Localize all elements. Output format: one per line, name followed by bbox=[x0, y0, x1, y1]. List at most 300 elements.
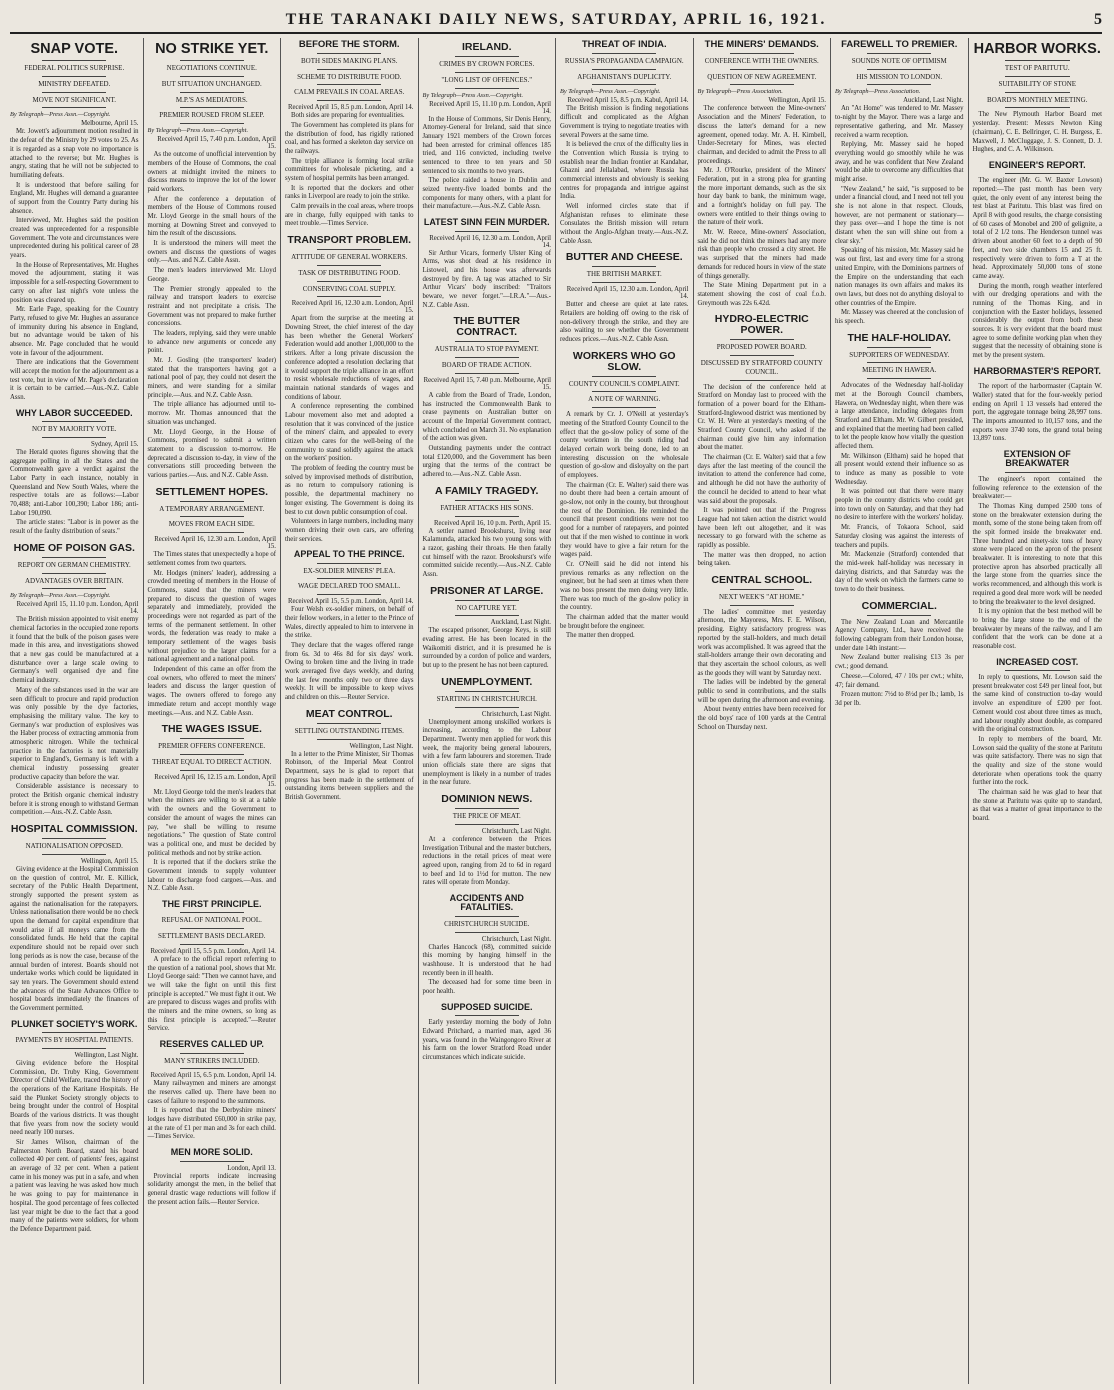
article bbox=[10, 1020, 139, 1235]
article-paragraph: In reply to members of the board, Mr. Lowson said the quality of the stone at Paritutu was quite satisfactory. There was no sign that the quality and size of the stone would deteriorate when operations took the quarry further into the rock. bbox=[972, 735, 1102, 787]
article-subhead: CRIMES BY CROWN FORCES. bbox=[439, 60, 535, 69]
article-paragraph: The article states: "Labor is in power as the result of the faulty distribution of seats." bbox=[10, 519, 139, 536]
headline-rule bbox=[455, 56, 519, 57]
article-paragraph: The chairman (Cr. E. Walter) said there was no doubt there had been a certain amount of go-slow, not only in the county, but throughout the rest of the Dominion. He reminded the council that present conditions were not too good for a number of ratepayers, and pointed out that if the men wished to continue in work they would have to give a fair return for the wages paid. bbox=[560, 481, 689, 559]
article bbox=[973, 658, 1103, 824]
article-paragraph: It is my opinion that the best method will be to bring the large stone to the end of the breakwater by means of the railway, and I am confident that the work can be done at a reasonable cost. bbox=[972, 608, 1102, 650]
article-paragraph: Independent of this came an offer from the coal owners, who offered to meet the miners' leaders and discuss the larger question of wages. The owners offered to forego any immediate return and accept monthly wage meetings.—Aus. and N.Z. Cable Assn. bbox=[147, 666, 276, 717]
headline-rule bbox=[180, 76, 244, 77]
article bbox=[698, 575, 827, 732]
news-column bbox=[419, 38, 557, 1384]
article-paragraph: The Thomas King dumped 2500 tons of stone on the breakwater extension during the month, some of the stone being taken from off the spit formed inside the breakwater end. Three hundred and ninety-six tons of heavy stone were placed on the apron of the present breakwater. It is interesting to note that this protective apron has absorbed practically all the large stone from the quarries since the works recommenced, and although this work is required a good deal more work will be needed to bring the breakwater to the level designed. bbox=[972, 502, 1102, 606]
article-paragraph: Many of the substances used in the war are seen difficult to procure and rapid production was only possible by the dye factories, emphasising the military value. The key to Germany's war production of explosives was the Haber process of extracting ammonia from atmospheric nitrogen. While the technical practice in the factories is not materially superior to England's, Germany is left with a chemical industry possessing greater productive capacity than before the war. bbox=[10, 686, 139, 781]
headline-rule bbox=[592, 282, 656, 283]
headline-rule bbox=[42, 838, 106, 839]
article-subhead: HIS MISSION TO LONDON. bbox=[856, 72, 943, 81]
article-paragraph: Both sides are preparing for eventualities. bbox=[291, 112, 405, 120]
article-paragraph: The Government has completed its plans for the distribution of food, has rigidly rationed coal, and has formed a skeleton day service on the railways. bbox=[285, 121, 414, 155]
article-subhead: COUNTY COUNCIL'S COMPLAINT. bbox=[568, 379, 680, 388]
headline-rule bbox=[455, 516, 519, 517]
article-subhead: EX-SOLDIER MINERS' PLEA. bbox=[303, 566, 396, 575]
headline-rule bbox=[42, 1048, 106, 1049]
article-paragraph: Mr. Lloyd George, in the House of Commons, promised to submit a written statement to a discussion to-morrow. He deprecated a discussion to-day, in view of the conversations still proceeding between the various parties.—Aus. and N.Z. Cable Assn. bbox=[147, 428, 276, 479]
article bbox=[148, 42, 277, 481]
article bbox=[973, 367, 1103, 444]
headline-rule bbox=[42, 76, 106, 77]
article bbox=[148, 487, 277, 719]
headline-rule bbox=[317, 739, 381, 740]
article-subhead: NOT BY MAJORITY VOTE. bbox=[32, 425, 117, 434]
article-paragraph: "New Zealand," he said, "is supposed to be under a financial cloud, and I need not tell you she is not alone in that respect. Clouds, however, are not permanent or stationary—they pass over—and I hope the time is not distant when the sun will shine out from a clear sky." bbox=[835, 185, 964, 245]
article bbox=[973, 42, 1103, 155]
article-paragraph: Mr. Earle Page, speaking for the Country Party, refused to give Mr. Hughes an assurance of immunity during his absence in England, but no advantage would be taken of his absence. Mr. Page concluded that he would vote in favour of the adjournment. bbox=[10, 306, 139, 357]
headline-rule bbox=[180, 944, 244, 945]
article-subhead: ATTITUDE OF GENERAL WORKERS. bbox=[291, 253, 408, 262]
article-subhead: A TEMPORARY ARRANGEMENT. bbox=[159, 504, 265, 513]
article-paragraph: The New Zealand Loan and Mercantile Agency Company, Ltd., have received the following cablegram from their London house, under date 14th instant:— bbox=[835, 618, 964, 652]
article-paragraph: Giving evidence before the Hospital Commission, Dr. Truby King, Government Director of Child Welfare, traced the history of the operations of the Karitane Hospitals. He said the Plunket Society strongly objects to being brought under the control of Hospital Boards of the various districts. It was thought that five years from now the society would need nearly 100 nurses. bbox=[10, 1059, 139, 1137]
headline-rule bbox=[317, 265, 381, 266]
headline-rule bbox=[455, 615, 519, 616]
article-subhead: BOARD'S MONTHLY MEETING. bbox=[987, 95, 1088, 104]
article-place: Sydney, April 15. bbox=[90, 440, 139, 448]
headline-rule bbox=[455, 1015, 519, 1016]
article bbox=[10, 409, 139, 537]
article bbox=[285, 709, 414, 803]
article-headline: UNEMPLOYMENT. bbox=[441, 675, 533, 688]
article bbox=[148, 1148, 277, 1207]
article-subhead: DISCUSSED BY STRATFORD COUNTY COUNCIL. bbox=[700, 359, 823, 376]
article-subhead: CHRISTCHURCH SUICIDE. bbox=[444, 919, 530, 928]
article-place: Received April 15, 11.10 p.m. London, April 14. bbox=[429, 100, 551, 115]
article-paragraph: Volunteers in large numbers, including many women driving their own cars, are offering their services. bbox=[285, 518, 414, 543]
article-paragraph: Considerable assistance is necessary to protect the British organic chemical industry before it is strong enough to withstand German competition.—Aus.-N.Z. Cable Assn. bbox=[10, 783, 139, 817]
article-paragraph: The problem of feeding the country must be solved by improvised methods of distribution, as no return to compulsory rationing is possible, the departmental machinery no longer existing. The Government is doing its best to cut down public consumption of coal. bbox=[285, 465, 414, 516]
article-place: Received April 15, 6.5 p.m. London, April 14. bbox=[150, 1072, 276, 1080]
headline-rule bbox=[1005, 76, 1070, 77]
article-paragraph: The Herald quotes figures showing that the aggregate polling in all the States and the Commonwealth gave a verdict against the Labor Party in each instance, notably in Queensland and New South Wales, where the respective totals are as follows:—Labor 70,488; anti-Labor 100,390; Labor 186; anti-Labor 190,090. bbox=[10, 448, 139, 517]
headline-rule bbox=[180, 123, 244, 124]
headline-rule bbox=[455, 932, 519, 933]
news-column bbox=[694, 38, 832, 1384]
headline-rule bbox=[867, 347, 931, 348]
news-column bbox=[6, 38, 144, 1384]
article-paragraph: The conference between the Mine-owners' Association and the Miners' Federation, to discuss the latter's demand for a new agreement, opened today. Mr. A. H. Kimbell, Under-Secretary for Mines, was elected chairman, and decided to admit the Press to all proceedings. bbox=[697, 105, 826, 165]
article-subhead: CONFERENCE WITH THE OWNERS. bbox=[704, 56, 819, 65]
headline-rule bbox=[42, 557, 106, 558]
article-paragraph: It is understood that before sailing for England, Mr. Hughes will demand a guarantee of support from the Country Party during his absence. bbox=[10, 181, 139, 215]
headline-rule bbox=[180, 912, 244, 913]
article-paragraph: Mr. Hodges (miners' leader), addressing a crowded meeting of members in the House of Commons, stated that the miners were prepared to discuss the question of wages separately and immediately, provided the proceedings were not regarded as part of the terms of the permanent settlement. In other words, the federation was ready to make a temporary settlement of the wages basis without prejudice to the larger claims for a national agreement and a national pool. bbox=[147, 569, 276, 664]
headline-rule bbox=[317, 594, 381, 595]
article-headline: BUTTER AND CHEESE. bbox=[565, 251, 683, 264]
article-subhead: SUITABILITY OF STONE bbox=[998, 79, 1077, 88]
article-paragraph: Four Welsh ex-soldier miners, on behalf of their fellow workers, in a letter to the Prince of Wales, directly appealed to him to intervene in the strike. bbox=[285, 606, 414, 640]
article bbox=[285, 550, 414, 703]
article-paragraph: It is reported that the Derbyshire miners' lodges have distributed £60,000 in strike pay, at the rate of £1 per man and 3s for each child.—Times Service. bbox=[147, 1107, 276, 1141]
headline-rule bbox=[455, 707, 519, 708]
article-paragraph: Mr. Mackenzie (Stratford) contended that the mid-week half-holiday was necessary in dairying districts, and that Saturday was the day of the week on which the farmers came to town to do their business. bbox=[835, 551, 964, 593]
article-place: Received April 16, 12.15 a.m. London, April 15. bbox=[154, 773, 276, 788]
headline-rule bbox=[867, 69, 931, 70]
article-paragraph: Mr. Wilkinson (Eltham) said he hoped that all present would extend their influence so as to induce as many as possible to vote Wednesday. bbox=[835, 452, 964, 486]
headline-rule bbox=[592, 69, 656, 70]
article-paragraph: The men's leaders interviewed Mr. Lloyd George. bbox=[147, 267, 276, 283]
headline-rule bbox=[455, 916, 519, 917]
headline-rule bbox=[730, 53, 794, 54]
article-place: Received April 15, 8.5 p.m. Kabul, April 14. bbox=[567, 97, 689, 105]
article-headline: HARBORMASTER'S REPORT. bbox=[973, 365, 1101, 376]
article-headline: ACCIDENTS AND FATALITIES. bbox=[449, 892, 524, 913]
article-subhead: AUSTRALIA TO STOP PAYMENT. bbox=[434, 345, 539, 354]
article-headline: PRISONER AT LARGE. bbox=[430, 584, 544, 597]
article-paragraph: Mr. Massey was cheered at the conclusion of his speech. bbox=[835, 309, 964, 325]
article-place: Received April 16, 12.30 a.m. London, April 15. bbox=[291, 300, 414, 315]
article-paragraph: The chairman said he was glad to hear that the stone at Paritutu was quite up to standard, as that was a matter of great importance to the board. bbox=[972, 789, 1102, 823]
headline-rule bbox=[42, 107, 106, 108]
headline-rule bbox=[1005, 379, 1070, 380]
headline-rule bbox=[180, 754, 244, 755]
article-subhead: PREMIER OFFERS CONFERENCE. bbox=[158, 742, 266, 751]
headline-rule bbox=[180, 60, 244, 61]
headline-rule bbox=[592, 266, 656, 267]
article-subhead: TEST OF PARITUTU. bbox=[1004, 64, 1070, 73]
article-headline: HARBOR WORKS. bbox=[973, 41, 1101, 57]
article-paragraph: The Times states that unexpectedly a hope of settlement comes from two quarters. bbox=[147, 551, 277, 567]
headline-rule bbox=[42, 92, 106, 93]
article-subhead: SETTLEMENT BASIS DECLARED. bbox=[158, 932, 266, 941]
article-headline: BEFORE THE STORM. bbox=[298, 39, 400, 50]
article-subhead: SUPPORTERS OF WEDNESDAY. bbox=[849, 350, 950, 359]
article-subhead: THREAT EQUAL TO DIRECT ACTION. bbox=[152, 758, 272, 766]
article-headline: A FAMILY TRAGEDY. bbox=[435, 484, 539, 497]
headline-rule bbox=[180, 770, 244, 771]
headline-rule bbox=[730, 589, 794, 590]
headline-rule bbox=[455, 691, 519, 692]
article-dateline: By Telegraph—Press Assn.—Copyright. bbox=[10, 111, 111, 119]
news-column bbox=[969, 38, 1107, 1384]
article-paragraph: Apart from the surprise at the meeting at Downing Street, the chief interest of the day has been whether the General Workers' Federation would add another 1,000,000 to the strikers. After a long private discussion the conference adopted a resolution declaring that it would support the triple alliance in an effort to resist wholesale reductions of wages, and maintain national standards of wages and conditions of labour. bbox=[285, 315, 414, 401]
article-place: Received April 16, 12.30 a.m. London, April 15. bbox=[154, 536, 276, 551]
headline-rule bbox=[317, 84, 381, 85]
headline-rule bbox=[42, 588, 106, 589]
article-headline: THE BUTTER CONTRACT. bbox=[453, 315, 520, 339]
headline-rule bbox=[730, 69, 794, 70]
article-headline: ENGINEER'S REPORT. bbox=[988, 159, 1086, 170]
news-column bbox=[556, 38, 694, 1384]
article bbox=[285, 40, 414, 229]
headline-rule bbox=[455, 824, 519, 825]
article-headline: DOMINION NEWS. bbox=[441, 793, 533, 806]
article-headline: THE MINERS' DEMANDS. bbox=[704, 39, 819, 50]
article-paragraph: Giving evidence at the Hospital Commission on the question of control, Mr. E. Killick, secretary of the Public Health Department, strongly supported the present system as against the nationalisation for the ratepayers. Unless nationalisation there would be no check upon the demand for capital expenditure that would arise if all moneys came from the consolidated funds. He held that the capital expenditure should not be repaid over such long periods as is now the case, because of the annual burden of interest. Boards should not undertake works which could be liquidated in say ten years. The Government should extend the advances of the State Advances Office to hospital boards immediately the finances of the Government permitted. bbox=[10, 865, 139, 1012]
article-paragraph: The ladies will be indebted by the general public to send in contributions, and the stalls will be open during the afternoon and evening. bbox=[697, 679, 826, 704]
article-subhead: MOVES FROM EACH SIDE. bbox=[168, 520, 255, 529]
article-headline: WHY LABOR SUCCEEDED. bbox=[15, 407, 133, 418]
article-paragraph: Provincial reports indicate increasing solidarity amongst the men, in the belief that general drastic wage reductions will follow if the present action fails.—Reuter Service. bbox=[147, 1172, 276, 1206]
article-subhead: STARTING IN CHRISTCHURCH. bbox=[436, 694, 537, 703]
article-paragraph: The Premier strongly appealed to the railway and transport leaders to exercise restraint and not precipitate a crisis. The Government was not prepared to make further concessions. bbox=[147, 285, 276, 328]
headline-rule bbox=[317, 723, 381, 724]
article-paragraph: Early yesterday morning the body of John Edward Pritchard, a married man, aged 36 years, was found in the Waingongoro River at his farm on the lower Stratford Road under circumstances which indicate suicide. bbox=[422, 1019, 551, 1061]
article bbox=[835, 40, 964, 327]
article-paragraph: Mr. W. Reece, Mine-owners' Association, said he did not think the miners had any more risk than people who crossed a city street. He was surprised that the miners had made demands for reduced hours in view of the state of things generally. bbox=[697, 229, 826, 280]
headline-rule bbox=[42, 854, 106, 855]
article-subhead: M.P.'S AS MEDIATORS. bbox=[175, 95, 248, 104]
article bbox=[560, 40, 689, 246]
article-subhead: SCHEME TO DISTRIBUTE FOOD. bbox=[297, 72, 402, 81]
article-subhead: BOARD OF TRADE ACTION. bbox=[441, 361, 532, 370]
article-paragraph: An "At Home" was tendered to Mr. Massey to-night by the Mayor. There was a large and representative gathering, and Mr. Massey received a warm reception. bbox=[835, 105, 964, 139]
article-paragraph: The report of the harbormaster (Captain W. Waller) stated that for the four-weekly period ending on April 1 13 vessels had entered the port, the aggregate tonnage being 28,997 tons. The imports amounted to 10,157 tons, and the exports were 3740 tons, the grand total being 13,897 tons. bbox=[972, 383, 1102, 443]
article-headline: COMMERCIAL. bbox=[861, 599, 937, 612]
article bbox=[835, 601, 964, 709]
article bbox=[698, 40, 827, 308]
article-paragraph: A conference representing the combined Labour movement also met and adopted a resolution that it was convinced of the justice of the miners' claim, and appealed to every citizen who cares for the well-being of the community to stand solidly against the attack on the workers' position. bbox=[285, 403, 414, 463]
article-subhead: NATIONALISATION OPPOSED. bbox=[25, 842, 123, 851]
article-paragraph: Sir Arthur Vicars, formerly Ulster King of Arms, was shot dead at his residence in Listowel, and his house was afterwards destroyed by fire. A tag was attached to Sir Arthur Vicars' body inscribed: "Traitors beware, we never forget."—I.R.A."—Aus.-N.Z. Cable Assn. bbox=[422, 249, 551, 309]
article bbox=[423, 894, 552, 997]
article bbox=[835, 333, 964, 595]
headline-rule bbox=[317, 249, 381, 250]
article-subhead: NO CAPTURE YET. bbox=[456, 603, 517, 612]
article-place: Received April 15, 7.40 p.m. Melbourne, April 15. bbox=[423, 376, 551, 391]
article-subhead: BUT SITUATION UNCHANGED. bbox=[161, 79, 262, 88]
article-subhead: THE BRITISH MARKET. bbox=[586, 270, 662, 279]
article-subhead: RUSSIA'S PROPAGANDA CAMPAIGN. bbox=[564, 56, 684, 65]
article-headline: APPEAL TO THE PRINCE. bbox=[293, 549, 405, 560]
headline-rule bbox=[317, 296, 381, 297]
headline-rule bbox=[180, 107, 244, 108]
article-headline: NO STRIKE YET. bbox=[155, 41, 269, 57]
article-headline: MEN MORE SOLID. bbox=[170, 1147, 253, 1158]
article-headline: TRANSPORT PROBLEM. bbox=[287, 234, 412, 247]
article-subhead: MINISTRY DEFEATED. bbox=[38, 79, 111, 88]
headline-rule bbox=[455, 72, 519, 73]
columns bbox=[6, 38, 1106, 1384]
article-headline: SETTLEMENT HOPES. bbox=[155, 485, 269, 498]
article-place: Received April 16, 12.30 a.m. London, April 14. bbox=[429, 234, 551, 249]
article-place: Melbourne, April 15. bbox=[81, 120, 139, 128]
article-headline: THE WAGES ISSUE. bbox=[161, 723, 262, 736]
article bbox=[423, 316, 552, 479]
article-dateline: By Telegraph—Press Assn.—Copyright. bbox=[147, 127, 249, 135]
article-paragraph: About twenty entries have been received for the old boys' race of 100 yards at the Central School on Thursday next. bbox=[697, 706, 826, 731]
headline-rule bbox=[42, 60, 106, 61]
article-paragraph: Mr. Jowett's adjournment motion resulted in the defeat of the Ministry by 29 votes to 25. As it is regarded as a snap vote no importance is attached to the reverse; but Mr. Hughes is angry, stating that he will not be subjected to humiliating defeats. bbox=[10, 128, 139, 179]
article-paragraph: At a conference between the Prices Investigation Tribunal and the master butchers, reductions in the retail prices of meat were agreed upon, ranging from 2d to 6d in regard to beef and 1d to 1½d for mutton. The new rates will operate from Monday. bbox=[422, 835, 551, 887]
article-headline: MEAT CONTROL. bbox=[305, 707, 393, 720]
article-subhead: BOTH SIDES MAKING PLANS. bbox=[301, 56, 398, 65]
article-paragraph: In the House of Representatives, Mr. Hughes moved the adjournment, stating it was impossible for a self-respecting Government to carry on after last night's vote unless the position was cleared up. bbox=[10, 261, 139, 304]
headline-rule bbox=[867, 84, 931, 85]
article-headline: THE FIRST PRINCIPLE. bbox=[161, 899, 262, 909]
article-place: Wellington, April 15. bbox=[768, 97, 826, 105]
headline-rule bbox=[317, 100, 381, 101]
article-place: Received April 15, 5.5 p.m. London, April 14. bbox=[287, 598, 414, 606]
article-place: London, April 13. bbox=[227, 1164, 276, 1172]
article-paragraph: In a letter to the Prime Minister, Sir Thomas Robinson, of the Imperial Meat Control Department, says he is glad to report that progress has been made in the settlement of outstanding items between suppliers and the British Government. bbox=[285, 750, 414, 801]
article bbox=[423, 586, 552, 671]
headline-rule bbox=[730, 380, 794, 381]
headline-rule bbox=[455, 88, 519, 89]
article-subhead: FATHER ATTACKS HIS SONS. bbox=[440, 503, 534, 512]
article-paragraph: After the conference a deputation of members of the House of Commons roused Mr. Lloyd George in the small hours of the morning at Downing Street and conveyed to him the result of the discussions. bbox=[147, 195, 276, 238]
article-paragraph: Sir James Wilson, chairman of the Palmerston North Board, stated his board collected 40 per cent. of patients' fees, against an average of 32 per cent. When a patient came in his money was put in a safe, and when a patient was leaving he was asked how much he was going to pay for maintenance in hospital. The good percentage of fees collected last year might be due to the fact that a good many of the patients were soldiers, for whom the Defence Department paid. bbox=[10, 1139, 139, 1233]
headline-rule bbox=[1005, 107, 1070, 108]
headline-rule bbox=[1005, 92, 1070, 93]
headline-rule bbox=[455, 600, 519, 601]
article-subhead: "LONG LIST OF OFFENCES." bbox=[441, 75, 533, 84]
article-paragraph: Speaking of his mission, Mr. Massey said he was out first, last and every time for a strong united Empire, with the Dominions partners of the Empire on the understanding that each nation manages its own affairs and makes its own laws, but does not do anything disloyal to other countries of the Empire. bbox=[835, 247, 964, 307]
article-headline: LATEST SINN FEIN MURDER. bbox=[423, 217, 550, 228]
article-paragraph: Mr. J. O'Rourke, president of the Miners' Federation, put in a strong plea for granting the more important demands, such as the six hour day bank to bank, the minimum wage, and a fortnight's holiday on full pay. The owners were entitled to their things owing to the nature of their work. bbox=[697, 167, 826, 227]
news-column bbox=[144, 38, 282, 1384]
article-subhead: PREMIER ROUSED FROM SLEEP. bbox=[159, 111, 265, 120]
article-dateline: By Telegraph—Press Assn.—Copyright. bbox=[10, 592, 111, 600]
article-paragraph: In the House of Commons, Sir Denis Henry, Attorney-General for Ireland, said that since January 1921 members of the Crown forces had been arrested for criminal offences 185 tried, and 116 convicted, including twelve sentenced to three to ten years and 50 sentenced to six months to two years. bbox=[422, 115, 551, 175]
article-paragraph: The engineer's report contained the following reference to the extension of the breakwater:— bbox=[972, 475, 1102, 501]
article-subhead: FEDERAL POLITICS SURPRISE. bbox=[24, 64, 125, 73]
article-paragraph: The New Plymouth Harbor Board met yesterday. Present: Messrs Newton King (chairman), C. E. Bellringer, C. H. Burgess, E. Maxwell, J. McCluggage, J. S. Connett, D. J. Hughes, and C. A. Wilkinson. bbox=[972, 111, 1102, 154]
headline-rule bbox=[180, 501, 244, 502]
headline-rule bbox=[730, 605, 794, 606]
article-paragraph: It is reported that if the dockers strike the Government intends to supply volunteer labour to discharge food cargoes.—Aus. and N.Z. Cable Assn. bbox=[147, 859, 276, 893]
headline-rule bbox=[455, 341, 519, 342]
article bbox=[423, 486, 552, 580]
article-paragraph: Many railwaymen and miners are amongst the reserves called up. There have been no cases of failure to respond to the summons. bbox=[147, 1080, 276, 1105]
article-subhead: WAGE DECLARED TOO SMALL. bbox=[298, 582, 401, 591]
article-headline: CENTRAL SCHOOL. bbox=[711, 574, 813, 586]
article-paragraph: It was pointed out that if the Progress League had not taken action the district would have been left out altogether, and it was necessary to go forward with the scheme as rapidly as possible. bbox=[697, 507, 826, 549]
article-paragraph: It is believed the crux of the difficulty lies in the Convention which Russia is trying to establish near the Indian frontier at Kandahar, Ghazni and Jellalabad, where Russia has commercial interests and obviously is seeking centres for propaganda and intrigue against India. bbox=[560, 141, 689, 201]
article-place: Wellington, Last Night. bbox=[349, 742, 414, 750]
article-headline: THREAT OF INDIA. bbox=[581, 39, 667, 50]
article-paragraph: It is understood the miners will meet the owners and discuss the questions of wages only.—Aus. and N.Z. Cable Assn. bbox=[147, 240, 276, 265]
article bbox=[148, 724, 277, 894]
article-paragraph: New Zealand butter realising £13 3s per cwt.; good demand. bbox=[835, 654, 964, 671]
headline-rule bbox=[180, 92, 244, 93]
article-headline: PLUNKET SOCIETY'S WORK. bbox=[11, 1018, 138, 1029]
article-paragraph: The chairman added that the matter would be brought before the engineer. bbox=[560, 614, 689, 630]
article-paragraph: The triple alliance is forming local strike committees for wholesale picketing, and a system of hospital permits has been arranged. bbox=[285, 157, 414, 183]
headline-rule bbox=[730, 355, 794, 356]
masthead-title: THE TARANAKI DAILY NEWS, SATURDAY, APRIL 16, 1921. bbox=[285, 11, 827, 28]
article-subhead: CALM PREVAILS IN COAL AREAS. bbox=[294, 88, 405, 97]
article-place: Received April 16, 10 p.m. Perth, April 15. bbox=[433, 519, 551, 527]
headline-rule bbox=[1005, 60, 1070, 61]
headline-rule bbox=[317, 281, 381, 282]
article-place: Received April 15, 8.5 p.m. London, April 14. bbox=[287, 104, 414, 112]
headline-rule bbox=[180, 516, 244, 517]
news-column bbox=[281, 38, 419, 1384]
article-headline: RESERVES CALLED UP. bbox=[159, 1039, 264, 1050]
article-dateline: By Telegraph—Press Assn.—Copyright. bbox=[422, 91, 524, 99]
article-paragraph: Advocates of the Wednesday half-holiday met at the Borough Council chambers, Hawera, on Wednesday night, when there was a large attendance, including delegates from Stratford and Eltham. Mr. W. Gilbert presided, and explained that the meeting had been called to let the people know how vitally the question affected them. bbox=[835, 382, 964, 450]
headline-rule bbox=[1005, 472, 1070, 473]
article bbox=[423, 42, 552, 212]
article-place: Wellington, April 15. bbox=[80, 857, 139, 865]
article bbox=[698, 314, 827, 569]
article-paragraph: The matter was then dropped, no action being taken. bbox=[697, 551, 826, 568]
article-headline: INCREASED COST. bbox=[996, 656, 1079, 667]
article-paragraph: Unemployment among unskilled workers is increasing, according to the Labour Department. Twenty men applied for work this week, the majority being general labourers, with a few farm labourers and storemen. Trade union officials state there are signs that unemployment is likely in a number of trades in the near future. bbox=[422, 718, 551, 787]
article-headline: HOSPITAL COMMISSION. bbox=[10, 823, 138, 836]
article-paragraph: Mr. Francis, of Tokaora School, said Saturday closing was against the interests of teachers and pupils. bbox=[835, 524, 964, 549]
article-paragraph: Frozen mutton: 7½d to 8½d per lb.; lamb, 1s 3d per lb. bbox=[835, 691, 964, 707]
article-paragraph: The deceased had for some time been in poor health. bbox=[422, 979, 551, 996]
article-subhead: REPORT ON GERMAN CHEMISTRY. bbox=[17, 560, 131, 569]
article-paragraph: It is reported that the dockers and other ranks in Liverpool are ready to join the strike. bbox=[285, 184, 414, 201]
headline-rule bbox=[42, 1032, 106, 1033]
article-paragraph: A remark by Cr. J. O'Neill at yesterday's meeting of the Stratford County Council to the effect that the go-slow policy of some of the county workmen in the south riding had delayed certain work being done, led to an interesting discussion on the wholesale question of go-slow and disloyalty on the part of employees. bbox=[560, 411, 689, 480]
headline-rule bbox=[180, 738, 244, 739]
headline-rule bbox=[317, 578, 381, 579]
article-paragraph: During the month, rough weather interfered with our dredging operations and with the running of the Thomas King, and in conjunction with the Easter holidays, lessened considerably the output from both these sources. It is very evident that the board must agree to some definite working plan when they suggest that the necessity of obtaining stone is met by the present system. bbox=[972, 282, 1102, 360]
article-paragraph: The triple alliance has adjourned until to-morrow. Mr. Thomas announced that the situation was unchanged. bbox=[147, 401, 276, 426]
headline-rule bbox=[867, 362, 931, 363]
article-subhead: CONSERVING COAL SUPPLY. bbox=[302, 284, 396, 293]
headline-rule bbox=[180, 532, 244, 533]
article-paragraph: The chairman (Cr. E. Walter) said that a few days after the last meeting of the council the invitation to attend the conference had come, and although he did not have the authority of the council he decided to attend to hear what was said about the proposals. bbox=[697, 454, 826, 505]
article-place: Auckland, Last Night. bbox=[903, 97, 964, 105]
headline-rule bbox=[592, 53, 656, 54]
article-subhead: MOVE NOT SIGNIFICANT. bbox=[32, 95, 117, 104]
article-place: Received April 15, 12.30 a.m. London, April 14. bbox=[566, 286, 689, 301]
article-subhead: PAYMENTS BY HOSPITAL PATIENTS. bbox=[15, 1036, 134, 1045]
article-paragraph: Charles Hancock (68), committed suicide this morning by hanging himself in the washhouse. It is understood that he had recently been in ill health. bbox=[422, 943, 551, 977]
article-dateline: By Telegraph—Press Assn.—Copyright. bbox=[560, 88, 661, 96]
article-subhead: SETTLING OUTSTANDING ITEMS. bbox=[294, 726, 404, 735]
headline-rule bbox=[1005, 173, 1070, 174]
headline-rule bbox=[1005, 670, 1070, 671]
article-place: Received April 15, 5.5 p.m. London, April 14. bbox=[150, 947, 276, 955]
masthead bbox=[10, 8, 1102, 34]
article-paragraph: The State Mining Department put in a statement showing the cost of coal f.o.b. Greymouth was 22s 6.42d. bbox=[697, 282, 826, 307]
article-paragraph: The matter then dropped. bbox=[566, 632, 635, 640]
headline-rule bbox=[592, 84, 656, 85]
article-subhead: NEGOTIATIONS CONTINUE. bbox=[166, 64, 257, 73]
headline-rule bbox=[867, 53, 931, 54]
headline-rule bbox=[592, 376, 656, 377]
headline-rule bbox=[592, 391, 656, 392]
article-place: Christchurch, Last Night. bbox=[481, 935, 551, 943]
article-headline: EXTENSION OF BREAKWATER bbox=[1003, 449, 1071, 469]
article bbox=[10, 42, 139, 403]
headline-rule bbox=[730, 84, 794, 85]
article-paragraph: Cr. O'Neill said he did not intend his previous remarks as any reflection on the engineer, but he had seen at times when there was no boss present the men doing very little. There was too much of the go-slow policy in the country. bbox=[560, 560, 689, 612]
article-headline: SUPPOSED SUICIDE. bbox=[440, 1001, 533, 1012]
article-subhead: QUESTION OF NEW AGREEMENT. bbox=[707, 72, 817, 81]
article-paragraph: Replying, Mr. Massey said he hoped everything would go smoothly while he was away, and he was confident that New Zealand would be able to overcome any difficulties that might arise. bbox=[835, 141, 964, 183]
article-place: Wellington, Last Night. bbox=[74, 1051, 139, 1059]
headline-rule bbox=[42, 421, 106, 422]
article-paragraph: The ladies' committee met yesterday afternoon, the Mayoress, Mrs. F. E. Wilson, presiding. Eighty satisfactory progress was reported by the stall-holders, and much detail work was accomplished. It was agreed that the stall-holders arrange their own decorating and that they ascertain the school colours, as well as the goods they will want by Saturday next. bbox=[697, 608, 826, 677]
article bbox=[148, 900, 277, 1034]
headline-rule bbox=[180, 1053, 244, 1054]
headline-rule bbox=[455, 357, 519, 358]
article bbox=[560, 252, 689, 344]
article bbox=[973, 161, 1103, 361]
headline-rule bbox=[180, 928, 244, 929]
article bbox=[423, 218, 552, 310]
article-place: Auckland, Last Night. bbox=[490, 619, 551, 627]
article-paragraph: As the outcome of unofficial intervention by members of the House of Commons, the coal owners at midnight invited the miners to discuss means to improve the lot of the lower paid workers. bbox=[147, 151, 276, 193]
page-number: 5 bbox=[1094, 11, 1102, 28]
article-paragraph: The engineer (Mr. G. W. Baxter Lowson) reported:—The past month has been very quiet, the only event of any interest being the test blast at Paritutu. This blast was fired on April 8 with good results, the charge consisting of 60 cases of Monobel and 200 of gelignite, a total of 2 1/2 tons. The Henderson tunnel was driven about another 60 feet to a depth of 90 feet, and two side chambers 15 and 25 ft. respectively were driven to form a T at the head. Approximately 50,000 tons of stone came away. bbox=[972, 177, 1102, 280]
headline-rule bbox=[42, 573, 106, 574]
article-paragraph: The escaped prisoner, George Keys, is still evading arrest. He has been located in the Waikomiti district, and it is presumed he is surrounded by a cordon of police and warders, but up to the present he has not been captured. bbox=[422, 627, 551, 670]
